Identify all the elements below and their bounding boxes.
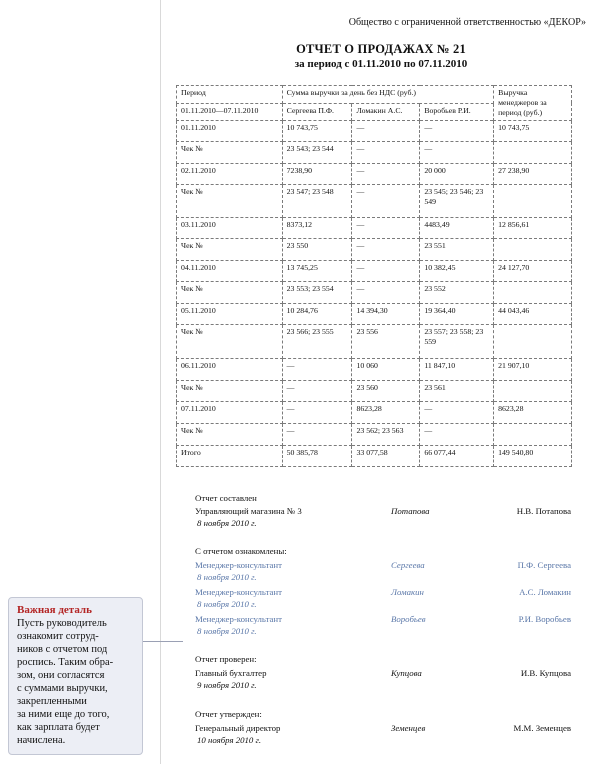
acquainted-label: С отчетом ознакомлены: <box>195 546 287 556</box>
table-cell: 66 077,44 <box>420 446 494 467</box>
table-row <box>177 261 572 282</box>
callout-line: как зарплата будет <box>17 722 100 733</box>
table-cell <box>494 142 572 164</box>
table-cell: — <box>352 282 420 304</box>
table-cell: 23 552 <box>420 282 494 304</box>
callout-line: ников с отчетом под <box>17 644 108 655</box>
header-range: 01.11.2010—07.11.2010 <box>177 103 283 121</box>
table-cell: 23 566; 23 555 <box>282 325 352 359</box>
signer-role: Управляющий магазина № 3 <box>195 506 302 516</box>
row-label-cell: Итого <box>177 446 283 467</box>
row-label-cell: 01.11.2010 <box>177 121 283 142</box>
table-cell: 44 043,46 <box>494 304 572 325</box>
header-manager-2: Ломакин А.С. <box>352 103 420 121</box>
table-cell: — <box>352 164 420 185</box>
callout-line: за ними еще до того, <box>17 709 110 720</box>
table-row <box>177 424 572 446</box>
report-title: ОТЧЕТ О ПРОДАЖАХ № 21 <box>296 42 466 56</box>
signer-date: 10 ноября 2010 г. <box>197 735 262 745</box>
table-cell: 23 557; 23 558; 23 559 <box>420 325 494 359</box>
table-row <box>177 218 572 239</box>
signer-signature: Купцова <box>391 668 422 678</box>
table-cell: — <box>352 218 420 239</box>
signer-role: Менеджер-консультант <box>195 560 282 570</box>
table-cell: 19 364,40 <box>420 304 494 325</box>
table-cell: — <box>420 142 494 164</box>
table-cell: — <box>282 381 352 402</box>
row-label-cell: Чек № <box>177 282 283 304</box>
table-row <box>177 142 572 164</box>
row-label-cell: 02.11.2010 <box>177 164 283 185</box>
callout-title: Важная деталь <box>17 604 92 616</box>
row-label-cell: Чек № <box>177 239 283 261</box>
table-cell: 23 543; 23 544 <box>282 142 352 164</box>
callout-line: роспись. Таким обра- <box>17 657 114 668</box>
table-cell: 50 385,78 <box>282 446 352 467</box>
table-cell: — <box>352 121 420 142</box>
callout-line: закрепленными <box>17 696 87 707</box>
table-cell: 24 127,70 <box>494 261 572 282</box>
table-row <box>177 164 572 185</box>
row-label-cell: 06.11.2010 <box>177 359 283 381</box>
table-cell: 11 847,10 <box>420 359 494 381</box>
table-cell: 23 560 <box>352 381 420 402</box>
row-label-cell: Чек № <box>177 381 283 402</box>
table-row <box>177 325 572 359</box>
company-name: Общество с ограниченной ответственностью «ДЕКОР» <box>348 17 586 28</box>
table-cell: 23 550 <box>282 239 352 261</box>
signer-name: Р.И. Воробьев <box>518 614 571 624</box>
signer-signature: Потапова <box>391 506 430 516</box>
signer-name: М.М. Земенцев <box>513 723 571 733</box>
signer-date: 9 ноября 2010 г. <box>197 680 257 690</box>
table-row <box>177 185 572 218</box>
table-cell: 10 743,75 <box>494 121 572 142</box>
callout-line: ознакомит сотруд- <box>17 631 99 642</box>
signer-role: Главный бухгалтер <box>195 668 267 678</box>
row-label-cell: 03.11.2010 <box>177 218 283 239</box>
signer-signature: Ломакин <box>391 587 424 597</box>
table-row <box>177 359 572 381</box>
table-cell: 12 856,61 <box>494 218 572 239</box>
row-label-cell: 07.11.2010 <box>177 402 283 424</box>
table-row <box>177 282 572 304</box>
table-cell: 23 553; 23 554 <box>282 282 352 304</box>
table-cell: 8373,12 <box>282 218 352 239</box>
callout-leader-line <box>143 641 183 642</box>
table-row <box>177 381 572 402</box>
header-manager-1: Сергеева П.Ф. <box>282 103 352 121</box>
signer-role: Менеджер-консультант <box>195 614 282 624</box>
signer-date: 8 ноября 2010 г. <box>197 518 257 528</box>
row-label-cell: Чек № <box>177 142 283 164</box>
table-cell: 23 545; 23 546; 23 549 <box>420 185 494 218</box>
table-cell: 20 000 <box>420 164 494 185</box>
table-cell: 23 556 <box>352 325 420 359</box>
row-label-cell: Чек № <box>177 185 283 218</box>
signer-name: Н.В. Потапова <box>516 506 571 516</box>
document-page <box>160 0 600 764</box>
signer-name: П.Ф. Сергеева <box>517 560 571 570</box>
checked-label: Отчет проверен: <box>195 654 257 664</box>
table-cell: — <box>420 402 494 424</box>
row-label-cell: 05.11.2010 <box>177 304 283 325</box>
table-cell: — <box>420 121 494 142</box>
table-cell: 33 077,58 <box>352 446 420 467</box>
signer-role: Менеджер-консультант <box>195 587 282 597</box>
header-period: Период <box>177 86 283 104</box>
table-cell: — <box>282 359 352 381</box>
table-cell <box>494 239 572 261</box>
table-cell: — <box>352 142 420 164</box>
row-label-cell: Чек № <box>177 325 283 359</box>
table-cell <box>494 424 572 446</box>
table-cell: 10 284,76 <box>282 304 352 325</box>
table-cell <box>494 381 572 402</box>
table-cell: 23 561 <box>420 381 494 402</box>
signer-date: 8 ноября 2010 г. <box>197 626 257 636</box>
callout-line: с суммами выручки, <box>17 683 108 694</box>
table-cell: 149 540,80 <box>494 446 572 467</box>
signer-signature: Воробьев <box>391 614 426 624</box>
compiled-label: Отчет составлен <box>195 493 257 503</box>
table-row <box>177 121 572 142</box>
callout-line: зом, они согласятся <box>17 670 105 681</box>
table-cell: 13 745,25 <box>282 261 352 282</box>
table-cell: 27 238,90 <box>494 164 572 185</box>
table-cell: 10 060 <box>352 359 420 381</box>
callout-line: Пусть руководитель <box>17 618 107 629</box>
header-revenue: Выручка менеджеров за период (руб.) <box>494 86 572 121</box>
table-row <box>177 446 572 467</box>
report-period: за период с 01.11.2010 по 07.11.2010 <box>294 58 468 70</box>
table-row <box>177 402 572 424</box>
signer-date: 8 ноября 2010 г. <box>197 572 257 582</box>
table-cell: 23 551 <box>420 239 494 261</box>
row-label-cell: 04.11.2010 <box>177 261 283 282</box>
table-cell: 23 562; 23 563 <box>352 424 420 446</box>
row-label-cell: Чек № <box>177 424 283 446</box>
table-cell: 10 743,75 <box>282 121 352 142</box>
table-cell: 21 907,10 <box>494 359 572 381</box>
table-cell <box>494 325 572 359</box>
signer-signature: Земенцев <box>391 723 426 733</box>
table-cell: 23 547; 23 548 <box>282 185 352 218</box>
important-detail-callout <box>8 597 143 755</box>
table-cell: — <box>282 424 352 446</box>
signer-date: 8 ноября 2010 г. <box>197 599 257 609</box>
sales-table <box>176 85 572 467</box>
header-sum: Сумма выручки за день без НДС (руб.) <box>282 86 493 104</box>
table-cell: 8623,28 <box>494 402 572 424</box>
table-cell <box>494 282 572 304</box>
signer-signature: Сергеева <box>391 560 425 570</box>
table-cell <box>494 185 572 218</box>
table-cell: 10 382,45 <box>420 261 494 282</box>
table-cell: 7238,90 <box>282 164 352 185</box>
table-cell: 14 394,30 <box>352 304 420 325</box>
table-row <box>177 239 572 261</box>
table-header-row <box>177 86 572 104</box>
approved-label: Отчет утвержден: <box>195 709 262 719</box>
header-manager-3: Воробьев Р.И. <box>420 103 494 121</box>
signer-name: И.В. Купцова <box>520 668 571 678</box>
callout-line: начислена. <box>17 735 66 746</box>
table-cell: — <box>352 185 420 218</box>
table-cell: — <box>282 402 352 424</box>
table-row <box>177 304 572 325</box>
table-cell: 4483,49 <box>420 218 494 239</box>
table-cell: 8623,28 <box>352 402 420 424</box>
table-cell: — <box>352 239 420 261</box>
signer-role: Генеральный директор <box>195 723 281 733</box>
table-cell: — <box>420 424 494 446</box>
table-cell: — <box>352 261 420 282</box>
signer-name: А.С. Ломакин <box>519 587 571 597</box>
